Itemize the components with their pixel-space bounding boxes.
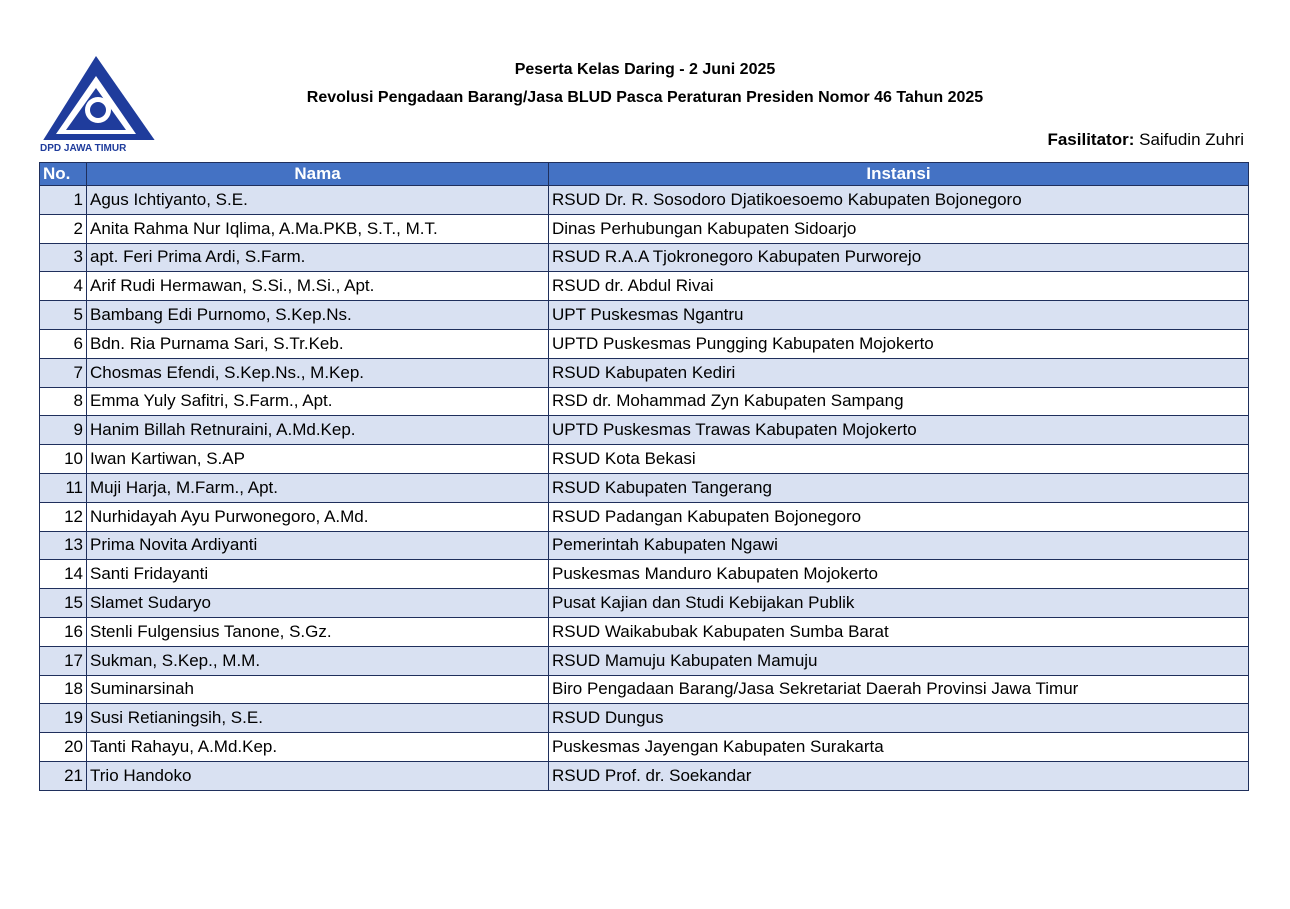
row-number: 20 [40,733,87,762]
table-row [40,358,1249,387]
table-row [40,301,1249,330]
row-number: 17 [40,646,87,675]
participant-name: Agus Ichtiyanto, S.E. [87,186,549,215]
table-row [40,560,1249,589]
table-row [40,416,1249,445]
participant-institution: Pemerintah Kabupaten Ngawi [549,531,1249,560]
page-subtitle: Revolusi Pengadaan Barang/Jasa BLUD Pasca Peraturan Presiden Nomor 46 Tahun 2025 [306,89,984,106]
participant-name: apt. Feri Prima Ardi, S.Farm. [87,243,549,272]
participant-name: Iwan Kartiwan, S.AP [87,445,549,474]
col-header-instansi: Instansi [549,163,1249,186]
row-number: 15 [40,589,87,618]
participant-institution: RSUD dr. Abdul Rivai [549,272,1249,301]
table-row [40,733,1249,762]
row-number: 18 [40,675,87,704]
participant-institution: UPT Puskesmas Ngantru [549,301,1249,330]
table-row [40,272,1249,301]
participant-institution: Puskesmas Manduro Kabupaten Mojokerto [549,560,1249,589]
participant-name: Arif Rudi Hermawan, S.Si., M.Si., Apt. [87,272,549,301]
row-number: 4 [40,272,87,301]
row-number: 2 [40,214,87,243]
table-row [40,243,1249,272]
participants-table [39,162,1249,791]
table-row [40,675,1249,704]
participant-institution: Dinas Perhubungan Kabupaten Sidoarjo [549,214,1249,243]
logo-text: DPD JAWA TIMUR [40,143,127,154]
table-row [40,646,1249,675]
row-number: 9 [40,416,87,445]
participant-name: Anita Rahma Nur Iqlima, A.Ma.PKB, S.T., M.T. [87,214,549,243]
table-row [40,531,1249,560]
col-header-no: No. [40,163,87,186]
participant-name: Stenli Fulgensius Tanone, S.Gz. [87,617,549,646]
table-row [40,214,1249,243]
row-number: 14 [40,560,87,589]
table-header-row [40,163,1249,186]
participant-institution: RSUD Kabupaten Tangerang [549,473,1249,502]
col-header-nama: Nama [87,163,549,186]
participant-name: Suminarsinah [87,675,549,704]
row-number: 6 [40,329,87,358]
table-row [40,617,1249,646]
table-row [40,445,1249,474]
row-number: 11 [40,473,87,502]
participant-institution: RSUD Dr. R. Sosodoro Djatikoesoemo Kabupaten Bojonegoro [549,186,1249,215]
participant-name: Susi Retianingsih, S.E. [87,704,549,733]
participant-name: Hanim Billah Retnuraini, A.Md.Kep. [87,416,549,445]
row-number: 16 [40,617,87,646]
participant-institution: RSUD Mamuju Kabupaten Mamuju [549,646,1249,675]
participant-institution: RSUD Kabupaten Kediri [549,358,1249,387]
participant-institution: RSUD Waikabubak Kabupaten Sumba Barat [549,617,1249,646]
table-row [40,329,1249,358]
page-title: Peserta Kelas Daring - 2 Juni 2025 [514,61,776,78]
participant-institution: RSUD Prof. dr. Soekandar [549,761,1249,790]
participant-name: Emma Yuly Safitri, S.Farm., Apt. [87,387,549,416]
participant-institution: Biro Pengadaan Barang/Jasa Sekretariat Daerah Provinsi Jawa Timur [549,675,1249,704]
participant-name: Tanti Rahayu, A.Md.Kep. [87,733,549,762]
participant-institution: RSUD R.A.A Tjokronegoro Kabupaten Purworejo [549,243,1249,272]
table-row [40,704,1249,733]
facilitator-line [1047,130,1244,150]
participant-name: Chosmas Efendi, S.Kep.Ns., M.Kep. [87,358,549,387]
participant-institution: UPTD Puskesmas Pungging Kabupaten Mojokerto [549,329,1249,358]
participant-name: Nurhidayah Ayu Purwonegoro, A.Md. [87,502,549,531]
row-number: 3 [40,243,87,272]
participant-institution: RSUD Dungus [549,704,1249,733]
facilitator-name: Saifudin Zuhri [1139,130,1244,149]
table-row [40,387,1249,416]
row-number: 5 [40,301,87,330]
participant-institution: Pusat Kajian dan Studi Kebijakan Publik [549,589,1249,618]
row-number: 13 [40,531,87,560]
participant-institution: RSUD Kota Bekasi [549,445,1249,474]
row-number: 19 [40,704,87,733]
participant-name: Muji Harja, M.Farm., Apt. [87,473,549,502]
row-number: 7 [40,358,87,387]
row-number: 1 [40,186,87,215]
participant-name: Trio Handoko [87,761,549,790]
participant-name: Sukman, S.Kep., M.M. [87,646,549,675]
row-number: 8 [40,387,87,416]
facilitator-label: Fasilitator: [1047,130,1135,149]
participant-name: Santi Fridayanti [87,560,549,589]
table-row [40,589,1249,618]
participant-institution: RSD dr. Mohammad Zyn Kabupaten Sampang [549,387,1249,416]
participant-name: Prima Novita Ardiyanti [87,531,549,560]
row-number: 12 [40,502,87,531]
participant-name: Bdn. Ria Purnama Sari, S.Tr.Keb. [87,329,549,358]
table-row [40,186,1249,215]
table-row [40,761,1249,790]
table-row [40,502,1249,531]
participant-institution: UPTD Puskesmas Trawas Kabupaten Mojokerto [549,416,1249,445]
participant-name: Slamet Sudaryo [87,589,549,618]
row-number: 10 [40,445,87,474]
row-number: 21 [40,761,87,790]
participant-name: Bambang Edi Purnomo, S.Kep.Ns. [87,301,549,330]
participant-institution: Puskesmas Jayengan Kabupaten Surakarta [549,733,1249,762]
participant-institution: RSUD Padangan Kabupaten Bojonegoro [549,502,1249,531]
table-row [40,473,1249,502]
